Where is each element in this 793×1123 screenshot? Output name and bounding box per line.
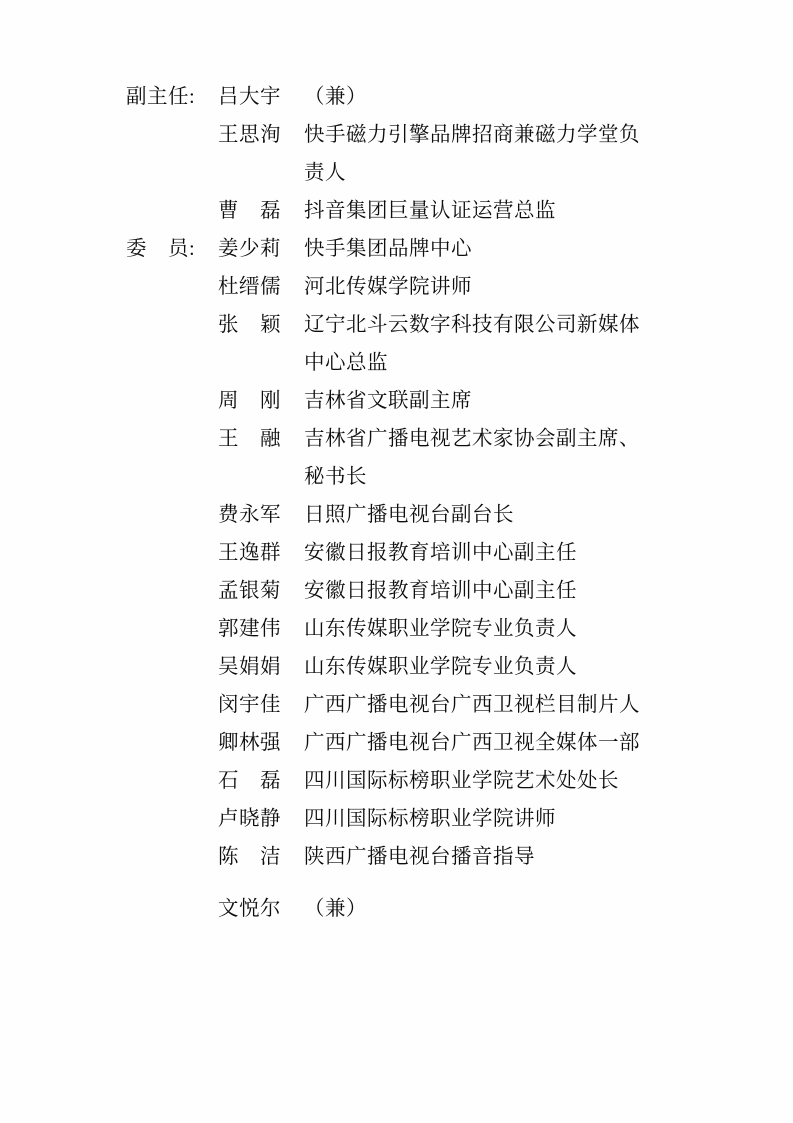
indent-spacer (126, 458, 304, 496)
roster-entry (126, 724, 706, 762)
roster-entry (126, 762, 706, 800)
description-continuation-line (126, 154, 706, 192)
member-name: 文悦尔 (218, 898, 281, 920)
roster-entry (126, 800, 706, 838)
member-name: 石 磊 (218, 770, 281, 792)
role-label: 委 员: (126, 238, 196, 260)
member-name: 王 融 (218, 428, 281, 450)
member-description: 四川国际标榜职业学院讲师 (304, 808, 556, 830)
member-name: 费永军 (218, 504, 281, 526)
member-description: （兼） (304, 898, 367, 920)
member-description: （兼） (304, 86, 367, 108)
member-description-continued: 中心总监 (304, 352, 388, 374)
member-description: 山东传媒职业学院专业负责人 (304, 656, 577, 678)
member-description: 广西广播电视台广西卫视栏目制片人 (304, 694, 640, 716)
paragraph-gap (126, 876, 706, 890)
member-description: 安徽日报教育培训中心副主任 (304, 580, 577, 602)
roster-entry (126, 116, 706, 154)
roster-entry (126, 686, 706, 724)
roster-entry (126, 268, 706, 306)
member-description: 吉林省广播电视艺术家协会副主席、 (304, 428, 640, 450)
roster-entry (126, 648, 706, 686)
member-name: 张 颖 (218, 314, 281, 336)
description-continuation-line (126, 458, 706, 496)
member-name: 吴娟娟 (218, 656, 281, 678)
member-name: 王思洵 (218, 124, 281, 146)
roster-entry (126, 230, 706, 268)
roster-entry (126, 534, 706, 572)
member-description: 四川国际标榜职业学院艺术处处长 (304, 770, 619, 792)
description-continuation-line (126, 344, 706, 382)
member-name: 吕大宇 (218, 86, 281, 108)
member-name: 郭建伟 (218, 618, 281, 640)
role-label: 副主任: (126, 86, 196, 108)
member-description: 安徽日报教育培训中心副主任 (304, 542, 577, 564)
member-description: 山东传媒职业学院专业负责人 (304, 618, 577, 640)
member-name: 曹 磊 (218, 200, 281, 222)
member-description-continued: 秘书长 (304, 466, 367, 488)
roster-entry (126, 420, 706, 458)
member-description-continued: 责人 (304, 162, 346, 184)
member-description: 抖音集团巨量认证运营总监 (304, 200, 556, 222)
member-description: 河北传媒学院讲师 (304, 276, 472, 298)
member-name: 姜少莉 (218, 238, 281, 260)
indent-spacer (126, 154, 304, 192)
document-body (126, 78, 706, 928)
roster-entry (126, 192, 706, 230)
member-name: 闵宇佳 (218, 694, 281, 716)
indent-spacer (126, 344, 304, 382)
member-name: 卢晓静 (218, 808, 281, 830)
member-description: 广西广播电视台广西卫视全媒体一部 (304, 732, 640, 754)
roster-entry (126, 78, 706, 116)
member-description: 快手磁力引擎品牌招商兼磁力学堂负 (304, 124, 640, 146)
roster-entry (126, 496, 706, 534)
member-name: 周 刚 (218, 390, 281, 412)
member-name: 杜缙儒 (218, 276, 281, 298)
roster-entry (126, 382, 706, 420)
roster-entry (126, 838, 706, 876)
roster-entry (126, 610, 706, 648)
roster-entry (126, 572, 706, 610)
member-name: 王逸群 (218, 542, 281, 564)
member-name: 卿林强 (218, 732, 281, 754)
member-name: 陈 洁 (218, 846, 281, 868)
roster-entry (126, 306, 706, 344)
member-description: 吉林省文联副主席 (304, 390, 472, 412)
member-description: 陕西广播电视台播音指导 (304, 846, 535, 868)
roster-entry (126, 890, 706, 928)
member-name: 孟银菊 (218, 580, 281, 602)
member-description: 辽宁北斗云数字科技有限公司新媒体 (304, 314, 640, 336)
member-description: 快手集团品牌中心 (304, 238, 472, 260)
member-description: 日照广播电视台副台长 (304, 504, 514, 526)
